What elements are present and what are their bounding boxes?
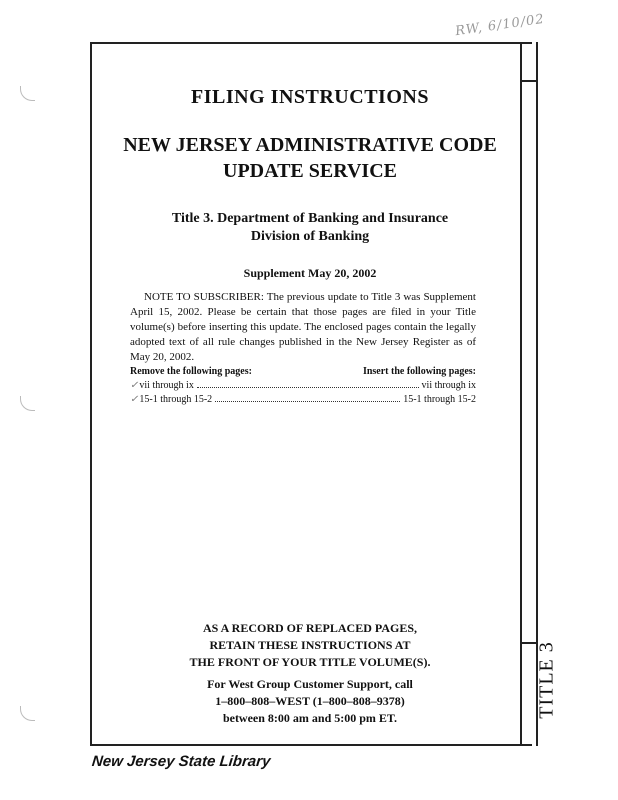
insert-header: Insert the following pages: [362,366,476,377]
title-department: Title 3. Department of Banking and Insurance Division of Banking [171,211,449,244]
record-notice: AS A RECORD OF REPLACED PAGES, RETAIN THESE INSTRUCTIONS AT THE FRONT OF YOUR TITLE VOLUME(S). [189,621,431,669]
side-tab-label: TITLE 3 [535,641,558,719]
library-stamp: New Jersey State Library [91,753,272,770]
handwritten-annotation: RW, 6/10/02 [454,11,546,40]
page-replacement-table [130,366,476,408]
note-to-subscriber: NOTE TO SUBSCRIBER: The previous update to Title 3 was Supplement April 15, 2002. Please be certain that those pages are filed in your Title volume(s) before inserting this update. The enclosed pages contain the legally adopted text of all rule changes published in the New Jersey Register as of May 20, 2002. [130,291,476,363]
insert-pages: 15-1 through 15-2 [403,394,476,405]
table-row [130,394,476,405]
table-header [130,366,476,377]
margin-punch-mark [20,86,35,101]
margin-punch-mark [20,706,35,721]
filing-instructions-heading: FILING INSTRUCTIONS [191,86,429,108]
margin-punch-mark [20,396,35,411]
check-mark: ✓ [130,394,139,405]
customer-support: For West Group Customer Support, call 1–800–808–WEST (1–800–808–9378) between 8:00 am and 5:00 pm ET. [207,677,413,725]
remove-pages: 15-1 through 15-2 [139,394,213,405]
check-mark: ✓ [130,380,139,391]
dot-leader [197,387,419,388]
dot-leader [215,401,400,402]
table-row [130,380,476,391]
supplement-date: Supplement May 20, 2002 [243,266,377,280]
remove-pages: vii through ix [139,380,194,391]
insert-pages: vii through ix [421,380,476,391]
code-title: NEW JERSEY ADMINISTRATIVE CODE UPDATE SERVICE [123,134,497,182]
remove-header: Remove the following pages: [130,366,252,377]
